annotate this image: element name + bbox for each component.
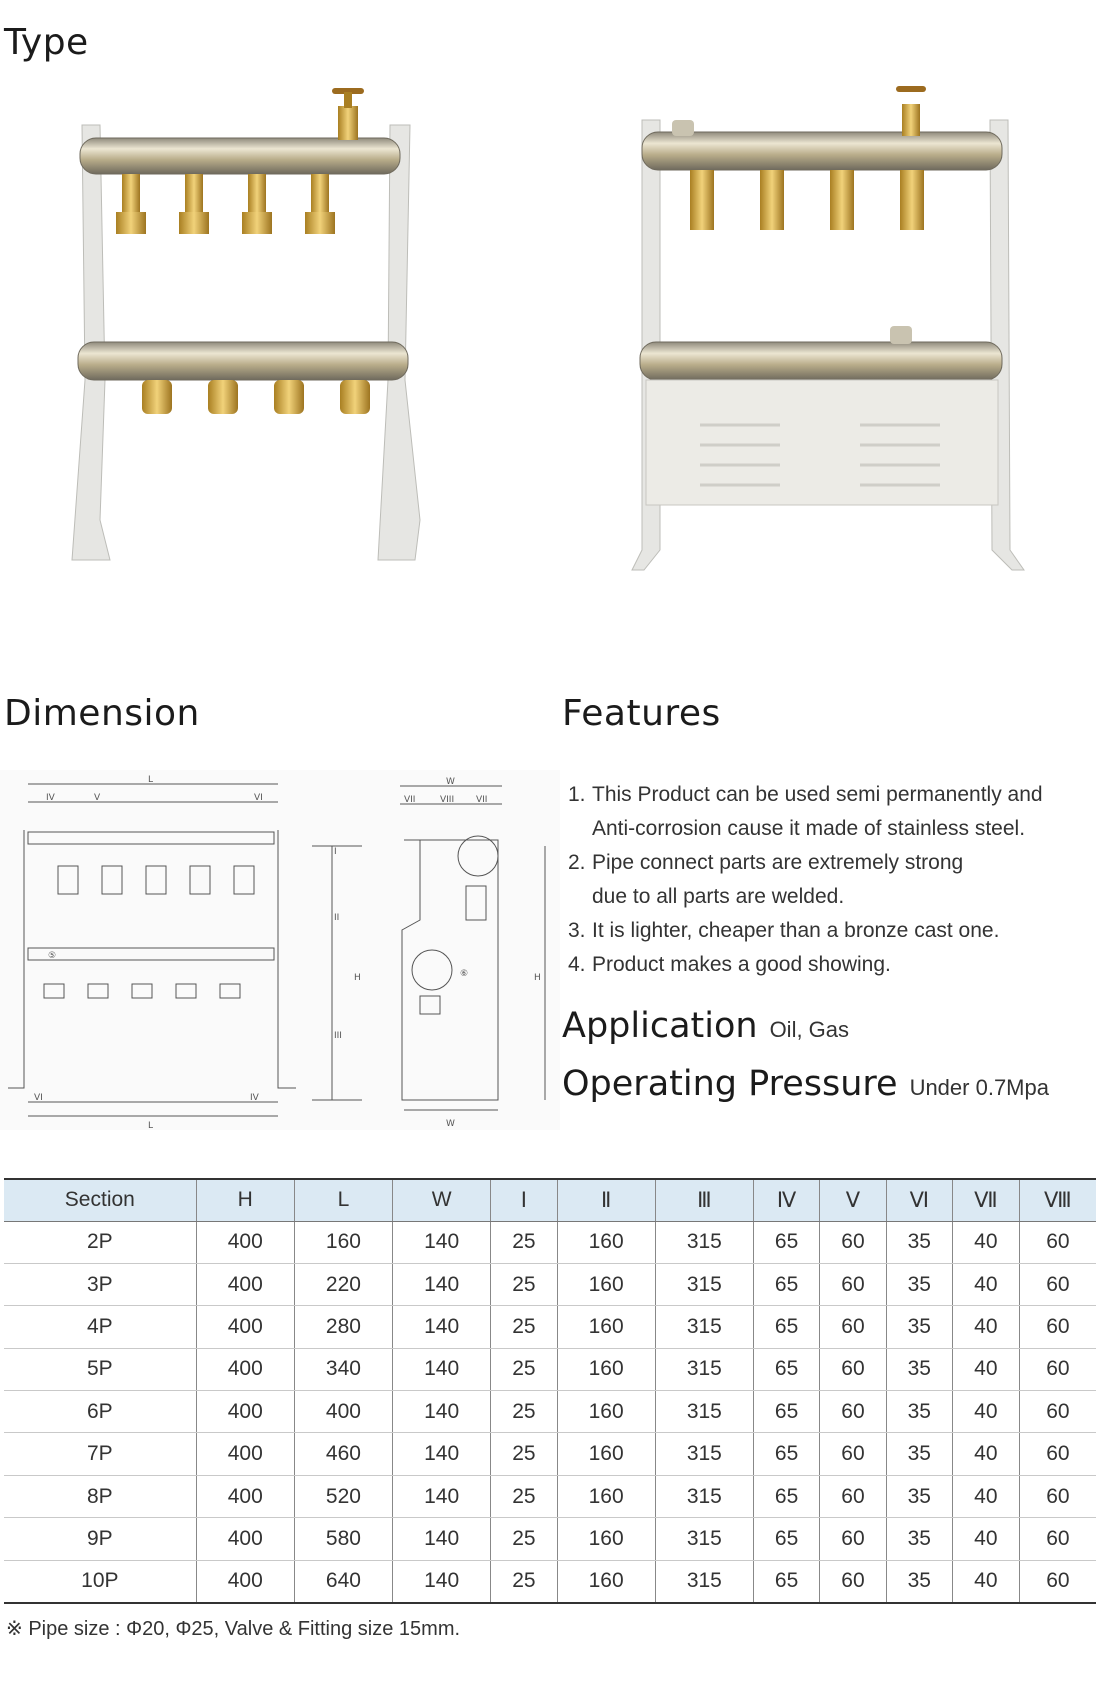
label-VI-top: VI <box>254 793 263 803</box>
table-cell: 160 <box>557 1263 655 1305</box>
label-VII-left: VII <box>404 795 416 805</box>
features-list <box>568 778 1088 982</box>
table-cell: 40 <box>952 1475 1019 1517</box>
table-cell: 140 <box>393 1221 491 1263</box>
label-W-top: W <box>446 777 455 787</box>
table-cell: 280 <box>294 1306 392 1348</box>
column-header: Ⅶ <box>952 1179 1019 1221</box>
table-cell: 60 <box>1019 1518 1096 1560</box>
table-cell: 315 <box>655 1263 753 1305</box>
operating-pressure-row <box>562 1064 1049 1104</box>
table-cell: 60 <box>1019 1306 1096 1348</box>
table-cell: 35 <box>886 1391 952 1433</box>
table-cell: 315 <box>655 1518 753 1560</box>
label-callout-5: ⑤ <box>48 951 57 961</box>
table-cell: 35 <box>886 1560 952 1602</box>
feature-item: 3. It is lighter, cheaper than a bronze cast one. <box>568 919 1000 942</box>
table-cell: 65 <box>753 1475 819 1517</box>
table-row <box>4 1518 1096 1560</box>
label-W-bottom: W <box>446 1119 455 1129</box>
table-cell: 140 <box>393 1391 491 1433</box>
label-II: II <box>334 913 340 923</box>
table-cell: 35 <box>886 1221 952 1263</box>
table-cell: 65 <box>753 1391 819 1433</box>
table-cell: 35 <box>886 1263 952 1305</box>
table-cell: 315 <box>655 1433 753 1475</box>
table-cell: 65 <box>753 1221 819 1263</box>
table-cell: 340 <box>294 1348 392 1390</box>
table-cell: 60 <box>820 1221 886 1263</box>
table-cell: 35 <box>886 1433 952 1475</box>
manifold-box-cover-photo <box>620 80 1040 620</box>
upper-valves <box>116 174 335 234</box>
dimension-drawing <box>0 770 560 1130</box>
table-cell: 60 <box>1019 1263 1096 1305</box>
feature-item: 1. This Product can be used semi permanently and Anti-corrosion cause it made of stainless steel. <box>568 783 1043 840</box>
table-cell: 4P <box>4 1306 196 1348</box>
table-cell: 10P <box>4 1560 196 1602</box>
table-cell: 65 <box>753 1560 819 1602</box>
column-header: L <box>294 1179 392 1221</box>
table-cell: 60 <box>820 1560 886 1602</box>
table-cell: 400 <box>196 1518 294 1560</box>
table-cell: 40 <box>952 1560 1019 1602</box>
table-cell: 160 <box>557 1560 655 1602</box>
table-cell: 35 <box>886 1518 952 1560</box>
table-cell: 60 <box>820 1433 886 1475</box>
table-cell: 2P <box>4 1221 196 1263</box>
table-cell: 400 <box>196 1560 294 1602</box>
table-cell: 25 <box>491 1560 557 1602</box>
table-cell: 60 <box>820 1348 886 1390</box>
table-cell: 140 <box>393 1306 491 1348</box>
table-row <box>4 1263 1096 1305</box>
table-cell: 40 <box>952 1391 1019 1433</box>
table-cell: 25 <box>491 1518 557 1560</box>
table-cell: 35 <box>886 1475 952 1517</box>
operating-pressure-value: Under 0.7Mpa <box>909 1075 1049 1100</box>
table-cell: 315 <box>655 1306 753 1348</box>
label-H-front: H <box>354 973 361 983</box>
table-cell: 400 <box>196 1306 294 1348</box>
dimension-spec-table <box>4 1178 1096 1604</box>
table-cell: 60 <box>820 1306 886 1348</box>
label-IV-top: IV <box>46 793 55 803</box>
table-cell: 220 <box>294 1263 392 1305</box>
table-cell: 400 <box>196 1263 294 1305</box>
table-cell: 35 <box>886 1306 952 1348</box>
table-row <box>4 1348 1096 1390</box>
table-cell: 315 <box>655 1475 753 1517</box>
label-L-bottom: L <box>148 1121 154 1130</box>
column-header: Ⅱ <box>557 1179 655 1221</box>
table-cell: 160 <box>557 1348 655 1390</box>
cover-box <box>646 380 998 505</box>
table-cell: 520 <box>294 1475 392 1517</box>
table-cell: 25 <box>491 1221 557 1263</box>
column-header: Ⅳ <box>753 1179 819 1221</box>
feature-item: 4. Product makes a good showing. <box>568 953 891 976</box>
table-cell: 25 <box>491 1475 557 1517</box>
table-cell: 160 <box>557 1475 655 1517</box>
table-header-row <box>4 1179 1096 1221</box>
table-cell: 400 <box>196 1433 294 1475</box>
table-cell: 65 <box>753 1306 819 1348</box>
table-cell: 25 <box>491 1306 557 1348</box>
table-cell: 400 <box>294 1391 392 1433</box>
table-cell: 140 <box>393 1263 491 1305</box>
table-cell: 160 <box>557 1518 655 1560</box>
table-cell: 140 <box>393 1433 491 1475</box>
table-cell: 60 <box>1019 1391 1096 1433</box>
table-cell: 400 <box>196 1391 294 1433</box>
features-heading: Features <box>562 693 721 734</box>
table-row <box>4 1475 1096 1517</box>
table-cell: 7P <box>4 1433 196 1475</box>
table-cell: 25 <box>491 1348 557 1390</box>
table-cell: 315 <box>655 1560 753 1602</box>
table-cell: 315 <box>655 1348 753 1390</box>
table-cell: 65 <box>753 1518 819 1560</box>
table-cell: 400 <box>196 1348 294 1390</box>
application-row <box>562 1006 849 1046</box>
column-header: W <box>393 1179 491 1221</box>
table-cell: 400 <box>196 1475 294 1517</box>
column-header: Ⅷ <box>1019 1179 1096 1221</box>
table-cell: 40 <box>952 1518 1019 1560</box>
table-cell: 5P <box>4 1348 196 1390</box>
table-cell: 40 <box>952 1263 1019 1305</box>
table-row <box>4 1391 1096 1433</box>
column-header: H <box>196 1179 294 1221</box>
table-cell: 40 <box>952 1433 1019 1475</box>
application-label: Application <box>562 1006 758 1046</box>
column-header: Ⅲ <box>655 1179 753 1221</box>
feature-item: 2. Pipe connect parts are extremely strong due to all parts are welded. <box>568 851 964 908</box>
operating-pressure-label: Operating Pressure <box>562 1064 898 1104</box>
label-I: I <box>334 847 337 857</box>
column-header: Section <box>4 1179 196 1221</box>
table-cell: 60 <box>1019 1433 1096 1475</box>
table-cell: 160 <box>557 1391 655 1433</box>
pipe-size-footnote: ※ Pipe size : Φ20, Φ25, Valve & Fitting size 15mm. <box>6 1618 461 1640</box>
table-cell: 60 <box>1019 1560 1096 1602</box>
table-cell: 65 <box>753 1348 819 1390</box>
table-cell: 160 <box>557 1433 655 1475</box>
application-value: Oil, Gas <box>769 1017 850 1042</box>
manifold-open-frame-photo <box>60 80 480 620</box>
table-cell: 65 <box>753 1433 819 1475</box>
label-IV-bottom: IV <box>250 1093 259 1103</box>
column-header: Ⅵ <box>886 1179 952 1221</box>
label-III: III <box>334 1031 342 1041</box>
label-VII-right: VII <box>476 795 488 805</box>
table-row <box>4 1221 1096 1263</box>
table-cell: 640 <box>294 1560 392 1602</box>
table-cell: 8P <box>4 1475 196 1517</box>
dimension-heading: Dimension <box>4 693 200 734</box>
table-cell: 315 <box>655 1391 753 1433</box>
table-cell: 160 <box>294 1221 392 1263</box>
table-cell: 25 <box>491 1391 557 1433</box>
table-row <box>4 1560 1096 1602</box>
label-V-top: V <box>94 793 101 803</box>
table-cell: 40 <box>952 1306 1019 1348</box>
table-body <box>4 1221 1096 1603</box>
table-cell: 60 <box>820 1475 886 1517</box>
column-header: Ⅰ <box>491 1179 557 1221</box>
type-heading: Type <box>4 22 89 63</box>
table-cell: 40 <box>952 1221 1019 1263</box>
table-cell: 40 <box>952 1348 1019 1390</box>
table-cell: 60 <box>820 1391 886 1433</box>
table-cell: 60 <box>820 1263 886 1305</box>
table-cell: 315 <box>655 1221 753 1263</box>
table-cell: 140 <box>393 1348 491 1390</box>
table-cell: 9P <box>4 1518 196 1560</box>
label-callout-6: ⑥ <box>460 969 469 979</box>
label-VIII: VIII <box>440 795 455 805</box>
label-L-top: L <box>148 775 154 785</box>
table-row <box>4 1433 1096 1475</box>
table-cell: 35 <box>886 1348 952 1390</box>
table-cell: 6P <box>4 1391 196 1433</box>
table-cell: 60 <box>1019 1221 1096 1263</box>
table-cell: 60 <box>1019 1348 1096 1390</box>
table-cell: 140 <box>393 1518 491 1560</box>
table-cell: 580 <box>294 1518 392 1560</box>
table-cell: 3P <box>4 1263 196 1305</box>
table-cell: 140 <box>393 1560 491 1602</box>
table-cell: 60 <box>820 1518 886 1560</box>
column-header: Ⅴ <box>820 1179 886 1221</box>
lower-fittings <box>142 380 370 414</box>
label-VI-bottom: VI <box>34 1093 43 1103</box>
label-H-side: H <box>534 973 541 983</box>
table-cell: 25 <box>491 1433 557 1475</box>
table-cell: 160 <box>557 1221 655 1263</box>
table-cell: 65 <box>753 1263 819 1305</box>
table-cell: 25 <box>491 1263 557 1305</box>
table-cell: 60 <box>1019 1475 1096 1517</box>
table-row <box>4 1306 1096 1348</box>
table-cell: 160 <box>557 1306 655 1348</box>
table-cell: 140 <box>393 1475 491 1517</box>
table-cell: 460 <box>294 1433 392 1475</box>
table-cell: 400 <box>196 1221 294 1263</box>
